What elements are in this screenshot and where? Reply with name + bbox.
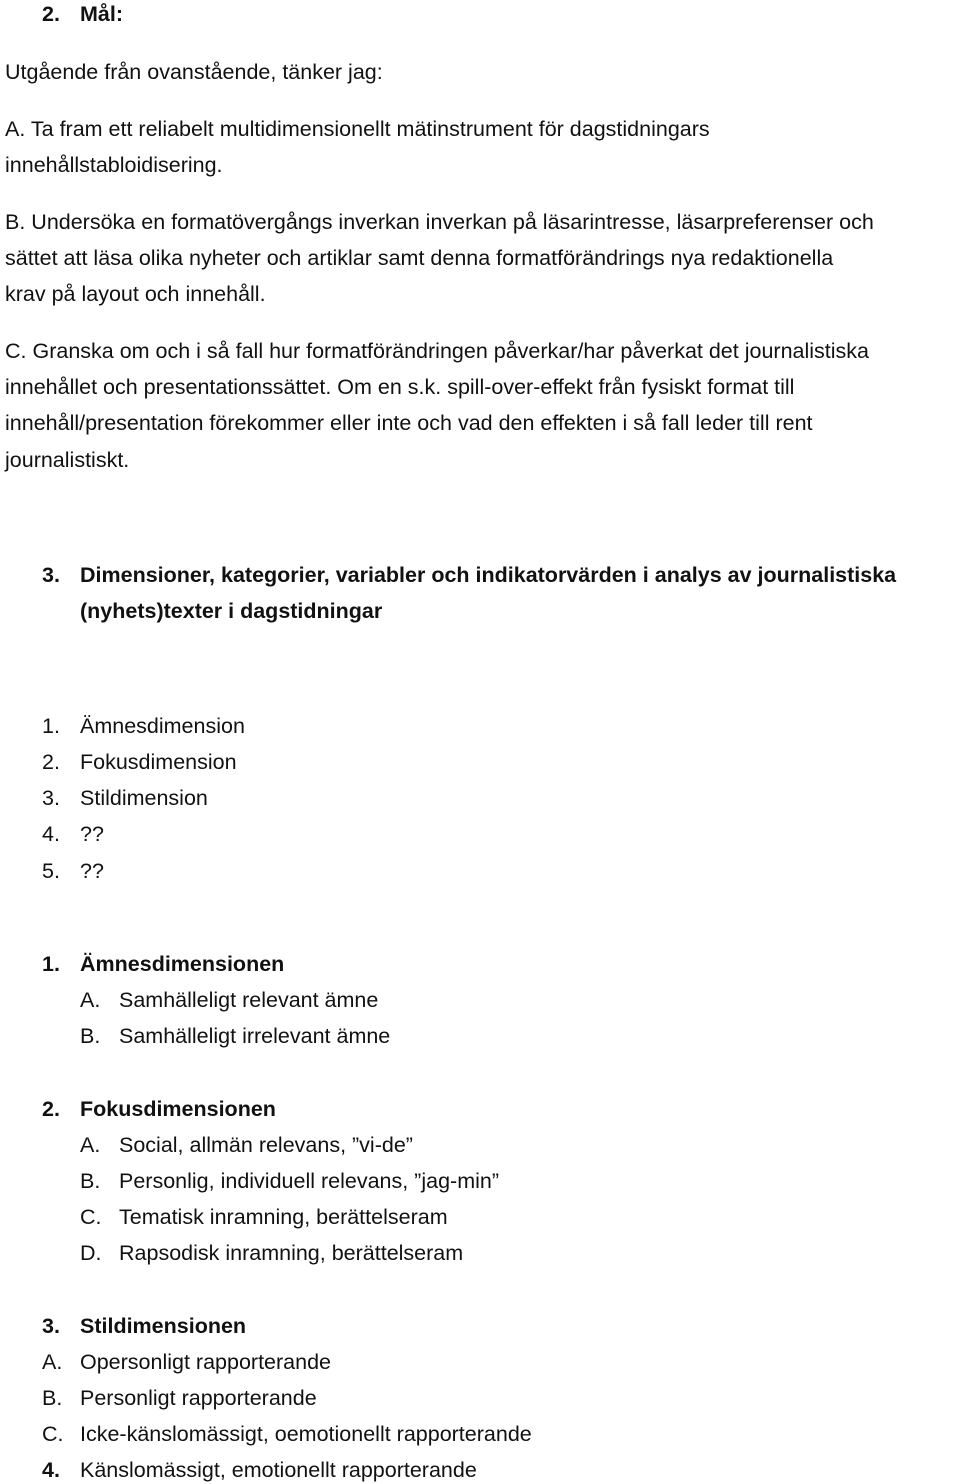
section-3-number: 3.	[42, 563, 60, 587]
goal-c-line-3: innehåll/presentation förekommer eller inte och vad den effekten i så fall leder till rent	[5, 411, 813, 435]
dimension-list-item: Fokusdimension	[80, 750, 237, 774]
dimension-list-number: 1.	[42, 714, 60, 738]
goal-c-line-4: journalistiskt.	[5, 448, 130, 472]
dimension-1-number: 1.	[42, 952, 60, 976]
dimension-2-title: Fokusdimensionen	[80, 1097, 276, 1121]
category-letter: A.	[42, 1350, 63, 1374]
section-2-number: 2.	[42, 2, 60, 26]
category-text: Personligt rapporterande	[80, 1386, 317, 1410]
dimension-list-number: 2.	[42, 750, 60, 774]
category-text: Rapsodisk inramning, berättelseram	[119, 1241, 464, 1265]
dimension-list-item: Stildimension	[80, 786, 208, 810]
dimension-list-number: 5.	[42, 859, 60, 883]
category-text: Samhälleligt irrelevant ämne	[119, 1024, 391, 1048]
dimension-list-number: 4.	[42, 822, 60, 846]
section-2-title: Mål:	[80, 2, 123, 26]
dimension-list-item: ??	[80, 859, 104, 883]
category-text: Opersonligt rapporterande	[80, 1350, 331, 1374]
category-text: Tematisk inramning, berättelseram	[119, 1205, 448, 1229]
category-text: Social, allmän relevans, ”vi-de”	[119, 1133, 413, 1157]
dimension-3-title: Stildimensionen	[80, 1314, 247, 1338]
goal-a-line-2: innehållstabloidisering.	[5, 153, 223, 177]
category-letter: B.	[80, 1024, 101, 1048]
section-3-title-line-2: (nyhets)texter i dagstidningar	[80, 599, 383, 623]
section-3-title-line-1: Dimensioner, kategorier, variabler och indikatorvärden i analys av journalistiska	[80, 563, 897, 587]
category-text: Personlig, individuell relevans, ”jag-min”	[119, 1169, 499, 1193]
category-letter: C.	[42, 1422, 64, 1446]
goal-c-line-2: innehållet och presentationssättet. Om en s.k. spill-over-effekt från fysiskt format till	[5, 375, 795, 399]
dimension-4-number: 4.	[42, 1458, 60, 1482]
goal-b-line-1: B. Undersöka en formatövergångs inverkan inverkan på läsarintresse, läsarpreferenser och	[5, 210, 874, 234]
dimension-list-item: ??	[80, 822, 104, 846]
goal-c-line-1: C. Granska om och i så fall hur formatförändringen påverkar/har påverkat det journalistiska	[5, 339, 869, 363]
dimension-2-number: 2.	[42, 1097, 60, 1121]
dimension-3-number: 3.	[42, 1314, 60, 1338]
dimension-1-title: Ämnesdimensionen	[80, 952, 285, 976]
category-letter: D.	[80, 1241, 102, 1265]
category-letter: C.	[80, 1205, 102, 1229]
goal-a-line-1: A. Ta fram ett reliabelt multidimensionellt mätinstrument för dagstidningars	[5, 117, 710, 141]
dimension-list-number: 3.	[42, 786, 60, 810]
category-text: Samhälleligt relevant ämne	[119, 988, 379, 1012]
category-letter: A.	[80, 1133, 101, 1157]
dimension-4-text: Känslomässigt, emotionellt rapporterande	[80, 1458, 477, 1482]
dimension-list-item: Ämnesdimension	[80, 714, 245, 738]
category-letter: B.	[80, 1169, 101, 1193]
goal-b-line-3: krav på layout och innehåll.	[5, 282, 266, 306]
section-2-intro: Utgående från ovanstående, tänker jag:	[5, 60, 383, 84]
category-letter: B.	[42, 1386, 63, 1410]
goal-b-line-2: sättet att läsa olika nyheter och artiklar samt denna formatförändrings nya redaktionella	[5, 246, 834, 270]
category-letter: A.	[80, 988, 101, 1012]
category-text: Icke-känslomässigt, oemotionellt rapporterande	[80, 1422, 532, 1446]
